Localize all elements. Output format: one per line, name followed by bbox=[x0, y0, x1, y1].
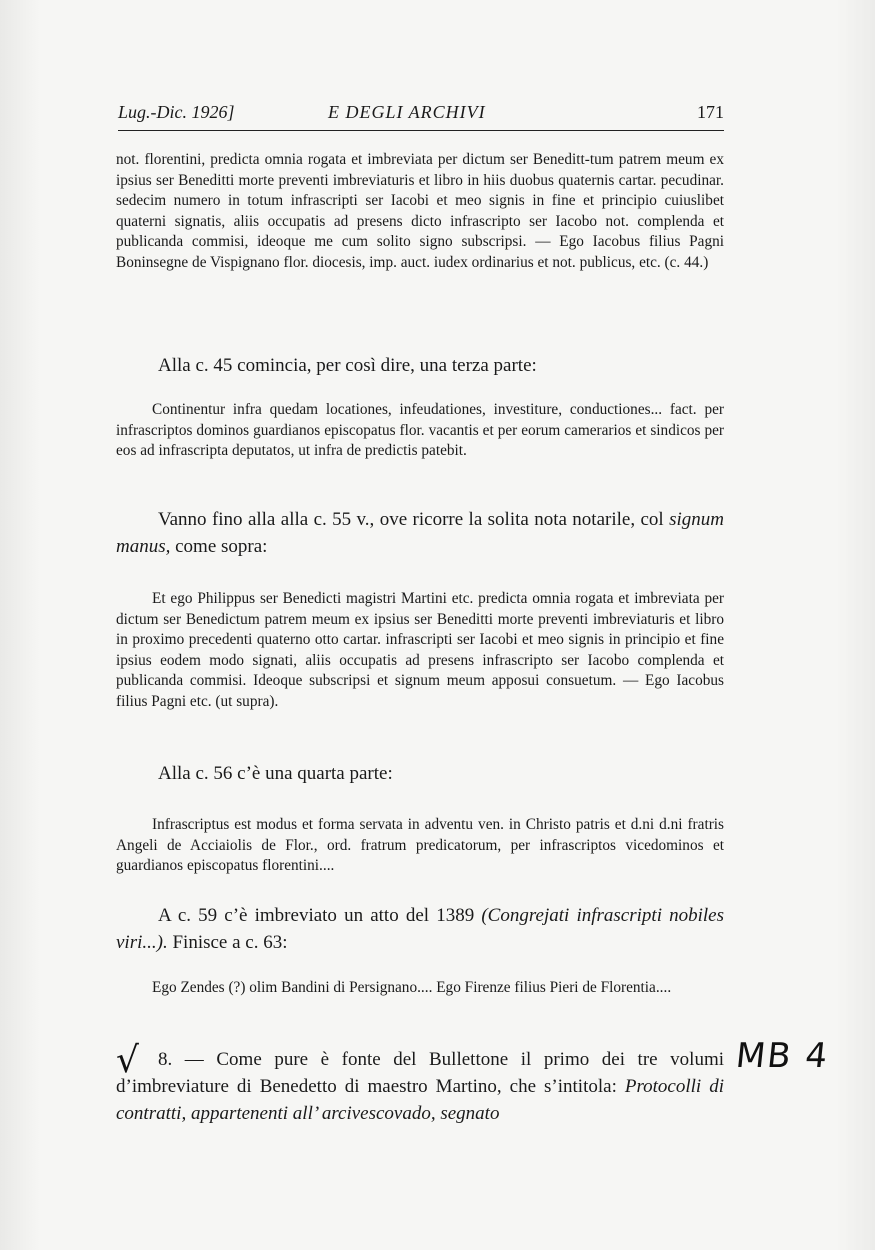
quote-text: Infrascriptus est modus et forma servata in adventu ven. in Christo patris et d.ni d.ni fratris Angeli de Acciaiolis de Flor., ord. fratrum predicatorum, per infrascriptos vicedominos et guardianos episcopatus florentini.... bbox=[116, 816, 724, 874]
body-text bbox=[116, 506, 724, 560]
paragraph-10 bbox=[116, 1046, 724, 1127]
paragraph-4 bbox=[116, 506, 724, 560]
text-run: A c. 59 c’è imbreviato un atto del 1389 bbox=[158, 905, 482, 926]
running-header bbox=[118, 102, 724, 130]
body-text: Alla c. 45 comincia, per così dire, una terza parte: bbox=[158, 355, 537, 376]
quote-text: Et ego Philippus ser Benedicti magistri Martini etc. predicta omnia rogata et imbreviata per dictum ser Benedictum patrem meum ex ipsius ser Beneditti morte preventi imbreviaturis et libro in proximo precedenti quaterno otto cartar. infrascripti ser Iacobi et meo signis in principio et fine ipsius eodem modo signati, aliis occupatis ad presens infrascripto ser Iacobo complenda et publicanda commisi. Ideoque subscripsi et signum meum apposui consuetum. — Ego Iacobus filius Pagni etc. (ut supra). bbox=[116, 590, 724, 710]
handwritten-margin-note: MB 4 bbox=[733, 1036, 832, 1076]
text-run: 8. — Come pure è fonte del Bullettone il primo dei tre volumi d’imbreviature di Benedetto di maestro Martino, che s’intitola: bbox=[116, 1049, 724, 1097]
paragraph-8 bbox=[116, 902, 724, 956]
quote-block-3 bbox=[116, 589, 724, 712]
quote-text: Ego Zendes (?) olim Bandini di Persignano.... Ego Firenze filius Pieri de Florentia.... bbox=[152, 979, 672, 996]
text-run: Vanno fino alla alla c. 55 v., ove ricorre la solita nota notarile, col bbox=[158, 509, 670, 530]
paragraph-6 bbox=[116, 760, 724, 787]
handwritten-check-mark: √ bbox=[116, 1040, 139, 1081]
italic-run: Protocolli di contratti, appartenenti all’ arcivescovado, segnato bbox=[116, 1076, 724, 1124]
body-text bbox=[116, 902, 724, 956]
text-run: come sopra: bbox=[170, 536, 268, 557]
header-date: Lug.-Dic. 1926] bbox=[118, 102, 235, 122]
italic-run: signum manus, bbox=[116, 509, 724, 557]
quote-text: not. florentini, predicta omnia rogata et imbreviata per dictum ser Beneditt-tum patrem meum ex ipsius ser Beneditti morte preventi imbreviaturis et libro in hiis duobus quaternis cartar. pecudinar. sedecim numero in totum infrascripti ser Iacobi et meo signis in fine et principio cuiuslibet quaterni signatis, aliis occupatis ad presens dicto infrascripto ser Iacobo not. complenda et publicanda commisi, ideoque me cum solito signo subscripsi. — Ego Iacobus filius Pagni Boninsegne de Vispignano flor. diocesis, imp. auct. iudex ordinarius et not. publicus, etc. (c. 44.) bbox=[116, 151, 724, 271]
quote-block-2 bbox=[116, 400, 724, 462]
quote-text: Continentur infra quedam locationes, infeudationes, investiture, conductiones... fact. per infrascriptos dominos guardianos episcopatus flor. vacantis et per eorum camerarios et sindicos per eos ad infrascripta deputatos, ut infra de predictis patebit. bbox=[116, 401, 724, 459]
paragraph-2 bbox=[116, 352, 724, 379]
quote-block-4 bbox=[116, 815, 724, 877]
header-title: E DEGLI ARCHIVI bbox=[328, 102, 486, 122]
quote-block-5 bbox=[116, 978, 724, 999]
header-rule bbox=[118, 130, 724, 131]
body-text bbox=[116, 1046, 724, 1127]
text-run: Finisce a c. 63: bbox=[167, 932, 288, 953]
body-text: Alla c. 56 c’è una quarta parte: bbox=[158, 763, 393, 784]
italic-run: (Congrejati infrascripti nobiles viri...). bbox=[116, 905, 724, 953]
quote-block-1 bbox=[116, 150, 724, 273]
page-number: 171 bbox=[697, 102, 724, 122]
